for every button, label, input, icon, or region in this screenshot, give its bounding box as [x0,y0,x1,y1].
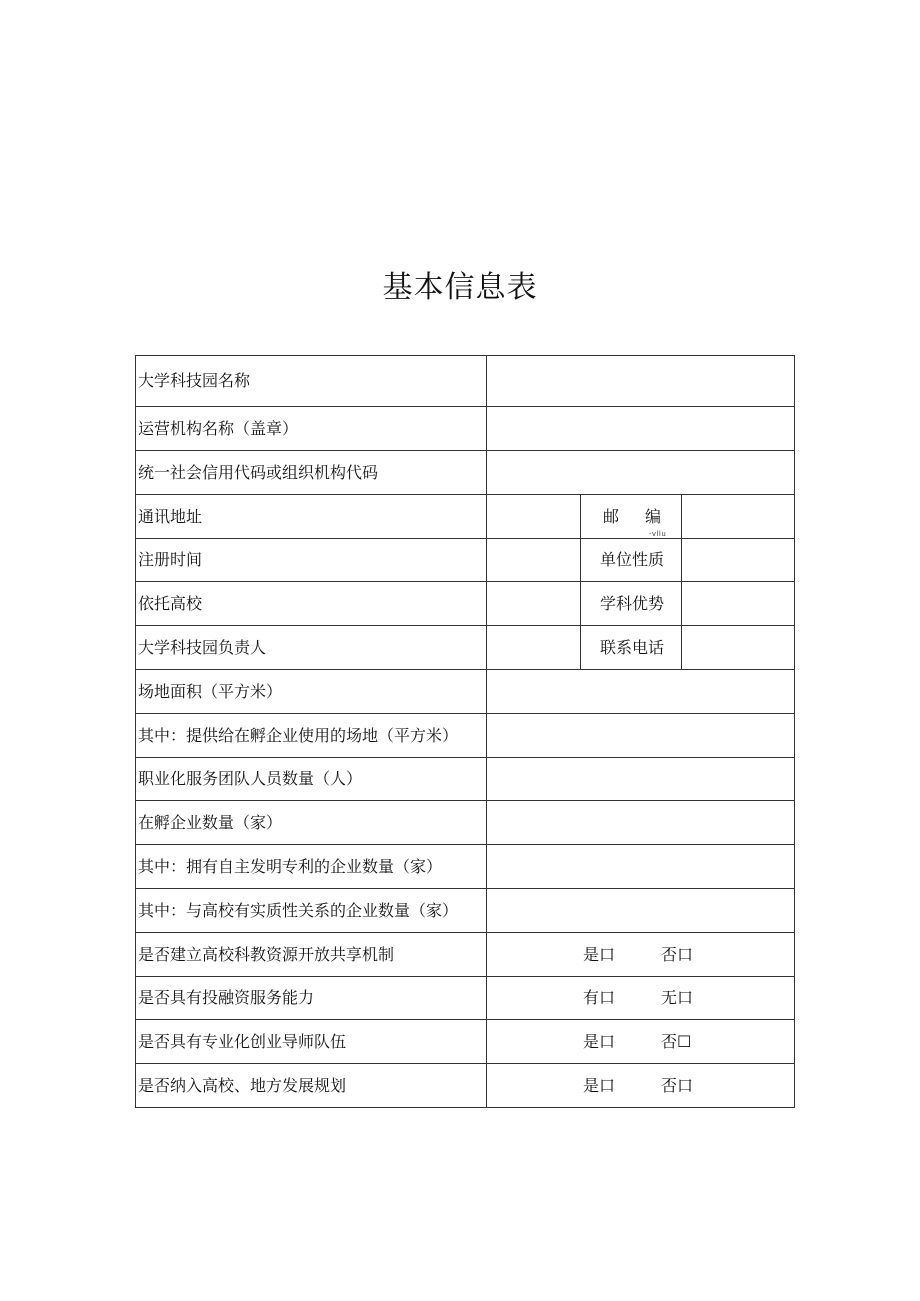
postcode-small-text: -vllu [649,529,667,538]
label-patent-count: 其中：拥有自主发明专利的企业数量（家） [136,845,487,889]
financing-yes-option[interactable]: 有口 [583,988,616,1007]
label-university-rel-count: 其中：与高校有实质性关系的企业数量（家） [136,889,487,933]
label-credit-code: 统一社会信用代码或组织机构代码 [136,451,487,495]
table-row [136,889,795,933]
university-field[interactable] [487,582,581,626]
table-row [136,670,795,714]
label-operator-name: 运营机构名称（盖章） [136,407,487,451]
label-planning: 是否纳入高校、地方发展规划 [136,1064,487,1108]
planning-yes-option[interactable]: 是口 [583,1075,616,1095]
table-row [136,758,795,801]
incubated-count-field[interactable] [487,801,795,845]
table-row [136,407,795,451]
reg-time-field[interactable] [487,539,581,582]
label-leader: 大学科技园负责人 [136,626,487,670]
table-row [136,495,795,539]
sharing-yes-option[interactable]: 是口 [583,944,616,964]
label-reg-time: 注册时间 [136,539,487,582]
table-row [136,582,795,626]
postcode-char-2: 编 [645,506,662,526]
postcode-field[interactable] [682,495,795,539]
page-title: 基本信息表 [382,270,538,305]
park-name-field[interactable] [487,356,795,407]
label-discipline: 学科优势 [581,582,682,626]
table-row [136,451,795,495]
label-area: 场地面积（平方米） [136,670,487,714]
table-row [136,1020,795,1064]
address-field[interactable] [487,495,581,539]
credit-code-field[interactable] [487,451,795,495]
financing-choice-cell [487,977,795,1020]
table-row [136,977,795,1020]
operator-name-field[interactable] [487,407,795,451]
patent-count-field[interactable] [487,845,795,889]
table-row [136,801,795,845]
basic-info-table [135,355,795,1108]
table-row [136,626,795,670]
label-park-name: 大学科技园名称 [136,356,487,407]
table-row [136,714,795,758]
label-university: 依托高校 [136,582,487,626]
sharing-choice-cell [487,933,795,977]
table-row [136,356,795,407]
staff-count-field[interactable] [487,758,795,801]
phone-field[interactable] [682,626,795,670]
postcode-char-1: 邮 [602,506,619,526]
mentors-yes-option[interactable]: 是口 [583,1031,616,1051]
label-financing: 是否具有投融资服务能力 [136,977,487,1020]
table-row [136,1064,795,1108]
financing-no-option[interactable]: 无口 [661,988,694,1007]
incubation-area-field[interactable] [487,714,795,758]
table-row [136,933,795,977]
label-unit-nature: 单位性质 [581,539,682,582]
discipline-field[interactable] [682,582,795,626]
label-sharing-mechanism: 是否建立高校科教资源开放共享机制 [136,933,487,977]
mentors-no-option[interactable]: 否☐ [661,1031,692,1051]
table-row [136,539,795,582]
label-postcode [581,495,682,539]
table-row [136,845,795,889]
label-incubation-area: 其中：提供给在孵企业使用的场地（平方米） [136,714,487,758]
sharing-no-option[interactable]: 否口 [661,944,694,964]
label-phone: 联系电话 [581,626,682,670]
unit-nature-field[interactable] [682,539,795,582]
university-rel-count-field[interactable] [487,889,795,933]
label-staff-count: 职业化服务团队人员数量（人） [136,758,487,801]
planning-choice-cell [487,1064,795,1108]
label-mentors: 是否具有专业化创业导师队伍 [136,1020,487,1064]
mentors-choice-cell [487,1020,795,1064]
label-address: 通讯地址 [136,495,487,539]
label-incubated-count: 在孵企业数量（家） [136,801,487,845]
planning-no-option[interactable]: 否口 [661,1075,694,1095]
area-field[interactable] [487,670,795,714]
leader-field[interactable] [487,626,581,670]
